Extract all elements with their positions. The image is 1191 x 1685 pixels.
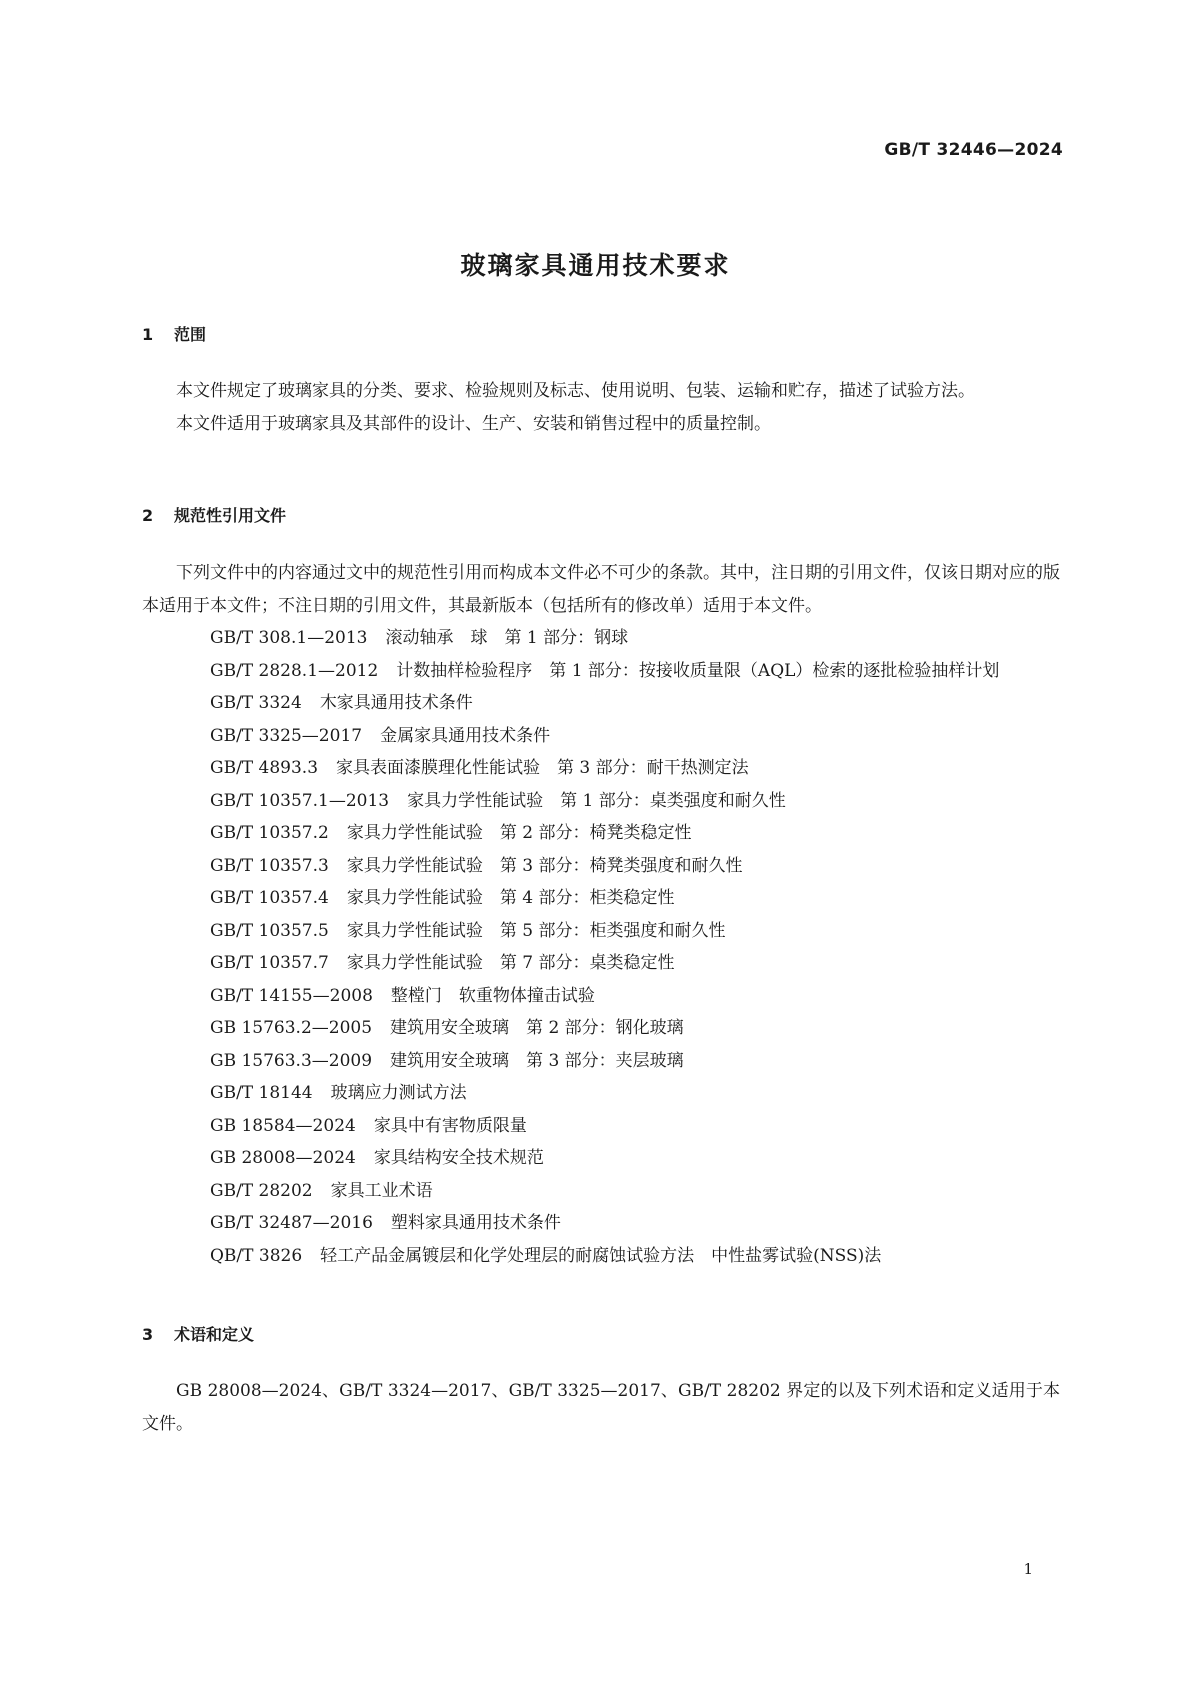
section-title: 范围 <box>174 325 207 344</box>
reference-code: GB/T 32487—2016 <box>210 1213 373 1233</box>
paragraph: 本文件适用于玻璃家具及其部件的设计、生产、安装和销售过程中的质量控制。 <box>176 413 771 434</box>
reference-item <box>142 1142 1060 1175</box>
reference-item <box>142 1240 1060 1273</box>
reference-title: 木家具通用技术条件 <box>319 693 473 713</box>
reference-title: 塑料家具通用技术条件 <box>390 1213 561 1233</box>
reference-title: 家具结构安全技术规范 <box>373 1148 544 1168</box>
reference-item <box>142 1110 1060 1143</box>
reference-item <box>142 1012 1060 1045</box>
reference-code: GB/T 10357.2 <box>210 823 329 843</box>
reference-title: 计数抽样检验程序 第 1 部分：按接收质量限（AQL）检索的逐批检验抽样计划 <box>396 660 1000 681</box>
reference-item <box>142 882 1060 915</box>
reference-code: GB/T 18144 <box>210 1083 313 1103</box>
reference-code: GB/T 10357.1—2013 <box>210 790 390 811</box>
reference-title: 建筑用安全玻璃 第 2 部分：钢化玻璃 <box>390 1018 684 1038</box>
reference-title: 轻工产品金属镀层和化学处理层的耐腐蚀试验方法 中性盐雾试验(NSS)法 <box>320 1245 882 1266</box>
section-number: 3 <box>142 1325 154 1344</box>
section-heading-normative <box>142 503 286 526</box>
reference-title: 建筑用安全玻璃 第 3 部分：夹层玻璃 <box>390 1050 684 1071</box>
normative-body <box>142 557 1060 1272</box>
reference-title: 家具力学性能试验 第 1 部分：桌类强度和耐久性 <box>407 790 786 811</box>
reference-title: 家具力学性能试验 第 4 部分：柜类稳定性 <box>346 888 675 908</box>
section-number: 2 <box>142 506 154 525</box>
reference-item <box>142 752 1060 785</box>
reference-code: GB/T 10357.5 <box>210 920 329 941</box>
terms-body <box>142 1375 1060 1440</box>
reference-code: GB 15763.3—2009 <box>210 1050 373 1071</box>
document-title: 玻璃家具通用技术要求 <box>460 251 731 280</box>
reference-title: 家具力学性能试验 第 2 部分：椅凳类稳定性 <box>346 823 692 843</box>
section-heading-scope <box>142 322 206 345</box>
reference-code: GB/T 3325—2017 <box>210 725 363 746</box>
section-heading-terms <box>142 1322 254 1345</box>
reference-code: GB 28008—2024 <box>210 1148 356 1168</box>
reference-title: 家具表面漆膜理化性能试验 第 3 部分：耐干热测定法 <box>336 758 749 778</box>
paragraph: 本文件规定了玻璃家具的分类、要求、检验规则及标志、使用说明、包装、运输和贮存，描述了试验方法。 <box>176 381 975 401</box>
reference-title: 家具工业术语 <box>330 1180 433 1201</box>
reference-code: GB/T 14155—2008 <box>210 985 373 1006</box>
section-title: 规范性引用文件 <box>174 506 287 525</box>
reference-item <box>142 687 1060 720</box>
reference-item <box>142 1045 1060 1078</box>
reference-code: GB/T 2828.1—2012 <box>210 660 379 681</box>
reference-title: 家具力学性能试验 第 3 部分：椅凳类强度和耐久性 <box>346 855 743 876</box>
reference-list <box>142 622 1060 1272</box>
page-number: 1 <box>1023 1560 1033 1578</box>
reference-item <box>142 980 1060 1013</box>
reference-title: 家具力学性能试验 第 7 部分：桌类稳定性 <box>346 953 675 973</box>
reference-item <box>142 850 1060 883</box>
reference-item <box>142 622 1060 655</box>
reference-title: 家具力学性能试验 第 5 部分：柜类强度和耐久性 <box>346 920 726 941</box>
reference-item <box>142 947 1060 980</box>
reference-title: 家具中有害物质限量 <box>373 1115 527 1136</box>
reference-title: 滚动轴承 球 第 1 部分：钢球 <box>385 628 629 648</box>
section-number: 1 <box>142 325 154 344</box>
reference-title: 金属家具通用技术条件 <box>380 725 551 746</box>
reference-code: GB/T 308.1—2013 <box>210 628 368 648</box>
reference-title: 整樘门 软重物体撞击试验 <box>390 985 595 1006</box>
reference-code: GB/T 10357.3 <box>210 855 329 876</box>
reference-code: QB/T 3826 <box>210 1245 303 1266</box>
reference-code: GB/T 4893.3 <box>210 758 319 778</box>
reference-item <box>142 1207 1060 1240</box>
reference-item <box>142 1175 1060 1208</box>
reference-code: GB 18584—2024 <box>210 1115 356 1136</box>
reference-code: GB/T 10357.7 <box>210 953 329 973</box>
section-title: 术语和定义 <box>174 1325 255 1344</box>
reference-item <box>142 785 1060 818</box>
reference-item <box>142 720 1060 753</box>
reference-item <box>142 655 1060 688</box>
paragraph: 下列文件中的内容通过文中的规范性引用而构成本文件必不可少的条款。其中，注日期的引用文件，仅该日期对应的版本适用于本文件；不注日期的引用文件，其最新版本（包括所有的修改单）适用于本文件。 <box>142 563 1060 616</box>
reference-code: GB/T 10357.4 <box>210 888 329 908</box>
reference-code: GB/T 3324 <box>210 693 302 713</box>
standard-code: GB/T 32446—2024 <box>884 140 1063 160</box>
reference-code: GB 15763.2—2005 <box>210 1018 373 1038</box>
reference-title: 玻璃应力测试方法 <box>330 1083 467 1103</box>
reference-code: GB/T 28202 <box>210 1180 313 1201</box>
paragraph: GB 28008—2024、GB/T 3324—2017、GB/T 3325—2017、GB/T 28202 界定的以及下列术语和定义适用于本文件。 <box>142 1381 1060 1434</box>
scope-body <box>142 375 1060 440</box>
reference-item <box>142 915 1060 948</box>
reference-item <box>142 817 1060 850</box>
reference-item <box>142 1077 1060 1110</box>
